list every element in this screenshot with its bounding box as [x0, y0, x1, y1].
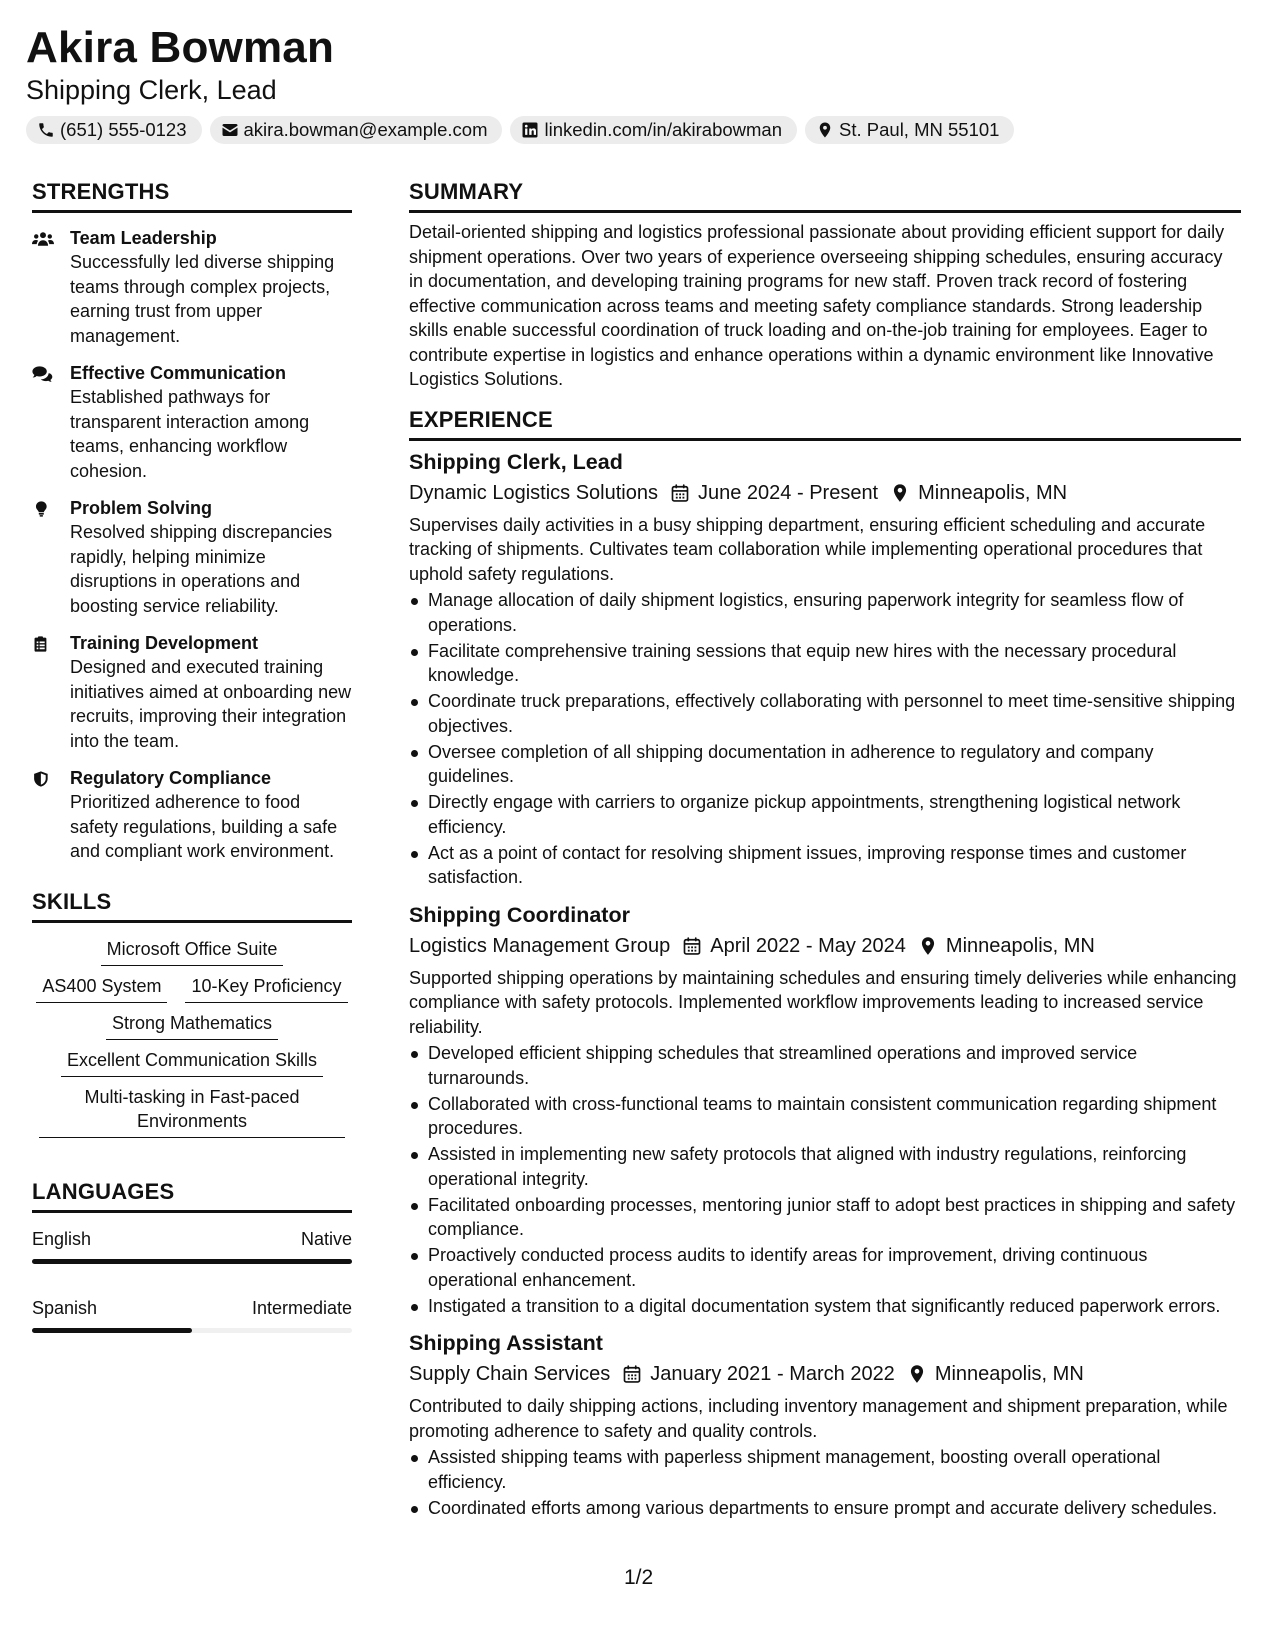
contact-email[interactable]: akira.bowman@example.com [210, 116, 503, 144]
job-company: Dynamic Logistics Solutions [409, 481, 658, 504]
bullet-text: Coordinate truck preparations, effectively collaborating with personnel to meet time-sensitive shipping objectives. [428, 691, 1236, 736]
job-bullets [409, 588, 1241, 890]
job-bullets [409, 1445, 1241, 1520]
calendar-icon [682, 936, 702, 956]
users-icon [32, 230, 54, 248]
bullet-dot-icon [409, 1193, 428, 1242]
strength-name: Effective Communication [70, 363, 287, 383]
contact-location[interactable]: St. Paul, MN 55101 [805, 116, 1014, 144]
bullet-item [409, 689, 1241, 738]
bullet-item [409, 1092, 1241, 1141]
envelope-icon [221, 121, 239, 139]
bullet-item [409, 1041, 1241, 1090]
bullet-dot-icon [409, 841, 428, 890]
contact-bar [26, 116, 1246, 144]
skill-tag: Strong Mathematics [106, 1011, 278, 1040]
job-bullets [409, 1041, 1241, 1318]
language-bar [32, 1328, 352, 1333]
bullet-text: Assisted shipping teams with paperless shipment management, boosting overall operational efficiency. [428, 1447, 1161, 1492]
language-level: Intermediate [251, 1297, 352, 1318]
job-company: Logistics Management Group [409, 934, 671, 957]
bullet-dot-icon [409, 1445, 428, 1494]
bullet-dot-icon [409, 1243, 428, 1292]
bullet-item [409, 1294, 1241, 1319]
bullet-item [409, 790, 1241, 839]
strengths-heading: STRENGTHS [32, 178, 352, 213]
language-item [32, 1296, 352, 1320]
bullet-item [409, 1496, 1241, 1521]
bullet-dot-icon [409, 639, 428, 688]
strength-desc: Successfully led diverse shipping teams through complex projects, earning trust from upper management. [70, 252, 335, 346]
experience-heading: EXPERIENCE [409, 406, 1241, 441]
bullet-text: Facilitated onboarding processes, mentoring junior staff to adopt best practices in shipping and safety compliance. [428, 1194, 1236, 1239]
strength-name: Training Development [70, 633, 259, 653]
bullet-text: Developed efficient shipping schedules that streamlined operations and improved service turnarounds. [428, 1043, 1138, 1088]
bullet-text: Coordinated efforts among various departments to ensure prompt and accurate delivery schedules. [428, 1497, 1218, 1518]
bullet-dot-icon [409, 1142, 428, 1191]
bullet-text: Facilitate comprehensive training sessions that equip new hires with the necessary procedural knowledge. [428, 640, 1177, 685]
job-description: Supervises daily activities in a busy shipping department, ensuring efficient scheduling and accurate tracking of shipments. Cultivates team collaboration while implementing operational procedures that uphold safety regulations. [409, 514, 1206, 584]
bullet-item [409, 1243, 1241, 1292]
bullet-dot-icon [409, 1041, 428, 1090]
map-pin-icon [816, 121, 834, 139]
comments-icon [32, 365, 54, 383]
strength-item [32, 496, 352, 618]
bullet-dot-icon [409, 1294, 428, 1319]
strength-desc: Established pathways for transparent interaction among teams, enhancing workflow cohesion. [70, 387, 310, 481]
language-name: Spanish [32, 1297, 98, 1318]
lightbulb-icon [32, 500, 54, 518]
summary-text: Detail-oriented shipping and logistics professional passionate about providing efficient support for daily shipment operations. Over two years of experience overseeing shipping schedules, ensuring accuracy in documentation, and developing training programs for new staff. Proven track record of fostering effective communication across teams and meeting safety compliance standards. Strong leadership skills enable successful coordination of truck loading and on-the-job training for employees. Eager to contribute expertise in logistics and enhance operations within a dynamic environment like Innovative Logistics Solutions. [409, 222, 1225, 389]
languages-heading: LANGUAGES [32, 1178, 352, 1213]
map-pin-icon [890, 483, 910, 503]
language-name: English [32, 1228, 92, 1249]
job-title: Shipping Clerk, Lead [409, 449, 623, 474]
language-bar-fill [32, 1259, 352, 1264]
job-title: Shipping Coordinator [409, 902, 630, 927]
bullet-text: Act as a point of contact for resolving shipment issues, improving response times and customer satisfaction. [428, 842, 1187, 887]
job-description: Contributed to daily shipping actions, including inventory management and shipment preparation, while promoting adherence to safety and quality controls. [409, 1396, 1228, 1441]
job-dates: April 2022 - May 2024 [710, 934, 906, 957]
language-item [32, 1227, 352, 1251]
bullet-dot-icon [409, 740, 428, 789]
bullet-text: Assisted in implementing new safety protocols that aligned with industry regulations, reinforcing operational integrity. [428, 1144, 1187, 1189]
language-level: Native [300, 1228, 352, 1249]
bullet-item [409, 639, 1241, 688]
map-pin-icon [907, 1364, 927, 1384]
bullet-text: Manage allocation of daily shipment logistics, ensuring paperwork integrity for seamless flow of operations. [428, 590, 1184, 635]
strength-item [32, 631, 352, 753]
job-description: Supported shipping operations by maintaining schedules and ensuring timely deliveries while enhancing compliance with safety protocols. Implemented workflow improvements leading to increased service reliability. [409, 967, 1237, 1037]
job-title: Shipping Assistant [409, 1331, 603, 1355]
bullet-dot-icon [409, 790, 428, 839]
job-dates: June 2024 - Present [698, 481, 879, 504]
strength-name: Regulatory Compliance [70, 768, 272, 788]
bullet-item [409, 740, 1241, 789]
resume-header [26, 22, 1246, 144]
contact-phone[interactable]: (651) 555-0123 [26, 116, 202, 144]
bullet-item [409, 1193, 1241, 1242]
strength-name: Team Leadership [70, 228, 217, 248]
candidate-title: Shipping Clerk, Lead [26, 75, 277, 105]
phone-icon [37, 121, 55, 139]
left-column [32, 178, 352, 1333]
bullet-text: Oversee completion of all shipping documentation in adherence to regulatory and company guidelines. [428, 741, 1154, 786]
skill-tag: AS400 System [36, 974, 167, 1003]
bullet-dot-icon [409, 689, 428, 738]
summary-heading: SUMMARY [409, 178, 1241, 213]
job-location: Minneapolis, MN [918, 481, 1068, 504]
experience-list [409, 447, 1241, 1521]
shield-icon [32, 770, 54, 788]
skills-heading: SKILLS [32, 888, 352, 923]
job-meta [409, 1359, 1241, 1389]
calendar-icon [670, 483, 690, 503]
calendar-icon [622, 1364, 642, 1384]
job-entry [409, 1328, 1241, 1520]
skill-tag: Multi-tasking in Fast-paced Environments [39, 1085, 345, 1138]
bullet-text: Instigated a transition to a digital documentation system that significantly reduced paperwork errors. [428, 1295, 1221, 1316]
languages-list [32, 1227, 352, 1333]
bullet-text: Collaborated with cross-functional teams to maintain consistent communication regarding shipment procedures. [428, 1093, 1217, 1138]
bullet-dot-icon [409, 1092, 428, 1141]
contact-linkedin[interactable]: linkedin.com/in/akirabowman [510, 116, 797, 144]
skill-tag: Microsoft Office Suite [101, 937, 284, 966]
bullet-item [409, 1142, 1241, 1191]
job-meta [409, 931, 1241, 961]
bullet-dot-icon [409, 1496, 428, 1521]
strength-desc: Resolved shipping discrepancies rapidly, helping minimize disruptions in operations and boosting service reliability. [70, 522, 333, 616]
bullet-item [409, 841, 1241, 890]
page-number: 1/2 [624, 1566, 654, 1589]
bullet-dot-icon [409, 588, 428, 637]
job-dates: January 2021 - March 2022 [650, 1363, 895, 1385]
strength-name: Problem Solving [70, 498, 213, 518]
right-column [409, 178, 1241, 1520]
bullet-item [409, 588, 1241, 637]
bullet-text: Directly engage with carriers to organize pickup appointments, strengthening logistical network efficiency. [428, 792, 1181, 837]
skill-tag: 10-Key Proficiency [185, 974, 347, 1003]
bullet-text: Proactively conducted process audits to identify areas for improvement, driving continuous operational enhancement. [428, 1245, 1148, 1290]
strength-item [32, 226, 352, 348]
skill-tag: Excellent Communication Skills [61, 1048, 323, 1077]
job-meta [409, 478, 1241, 508]
job-company: Supply Chain Services [409, 1363, 611, 1385]
strength-desc: Designed and executed training initiatives aimed at onboarding new recruits, improving their integration into the team. [70, 657, 352, 751]
skills-list [32, 937, 352, 1138]
job-entry [409, 900, 1241, 1319]
strength-desc: Prioritized adherence to food safety regulations, building a safe and compliant work environment. [70, 792, 338, 861]
strength-item [32, 361, 352, 483]
job-location: Minneapolis, MN [934, 1363, 1084, 1385]
bullet-item [409, 1445, 1241, 1494]
job-entry [409, 447, 1241, 890]
job-location: Minneapolis, MN [945, 934, 1095, 957]
strength-item [32, 766, 352, 864]
clipboard-icon [32, 635, 54, 653]
language-bar [32, 1259, 352, 1264]
linkedin-icon [521, 121, 539, 139]
map-pin-icon [918, 936, 938, 956]
language-bar-fill [32, 1328, 192, 1333]
candidate-name: Akira Bowman [26, 23, 335, 72]
